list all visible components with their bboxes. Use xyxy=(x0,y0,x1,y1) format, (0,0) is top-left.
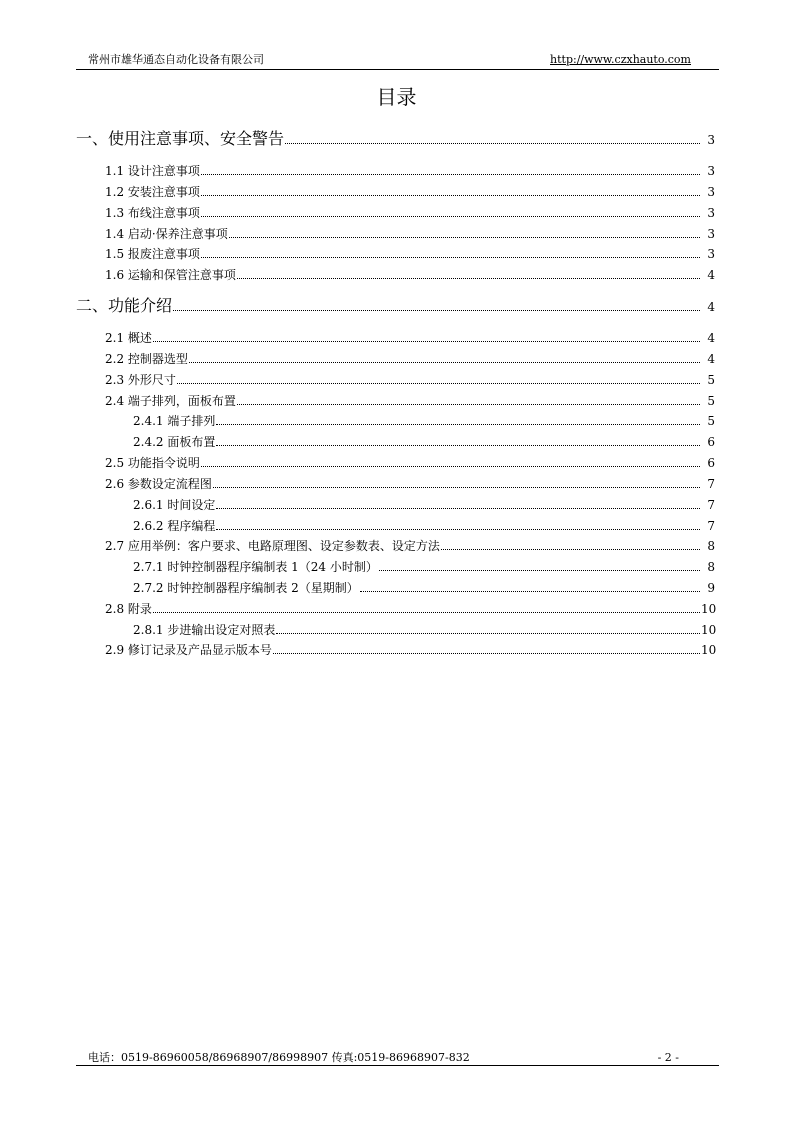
toc-entry-1-4[interactable]: 1.4 启动·保养注意事项 3 xyxy=(105,227,715,241)
leader-dots xyxy=(173,309,700,311)
toc-entry-2-8[interactable]: 2.8 附录 10 xyxy=(105,602,717,616)
leader-dots xyxy=(213,486,700,488)
toc-entry-2-4-1[interactable]: 2.4.1 端子排列 5 xyxy=(133,414,715,428)
leader-dots xyxy=(273,652,700,654)
leader-dots xyxy=(216,507,700,509)
leader-dots xyxy=(441,548,700,550)
leader-dots xyxy=(153,611,700,613)
leader-dots xyxy=(216,528,700,530)
toc-entry-1-5[interactable]: 1.5 报废注意事项 3 xyxy=(105,247,715,261)
toc-section-1[interactable]: 一、使用注意事项、安全警告 3 xyxy=(76,129,715,148)
leader-dots xyxy=(201,256,700,258)
toc-entry-2-6-2[interactable]: 2.6.2 程序编程 7 xyxy=(133,519,715,533)
toc-entry-2-4-2[interactable]: 2.4.2 面板布置 6 xyxy=(133,435,715,449)
leader-dots xyxy=(201,215,700,217)
leader-dots xyxy=(379,569,700,571)
leader-dots xyxy=(177,382,700,384)
website-link[interactable]: http://www.czxhauto.com xyxy=(550,53,691,66)
leader-dots xyxy=(216,423,700,425)
toc-entry-2-3[interactable]: 2.3 外形尺寸 5 xyxy=(105,373,715,387)
toc-entry-1-3[interactable]: 1.3 布线注意事项 3 xyxy=(105,206,715,220)
toc-entry-2-9[interactable]: 2.9 修订记录及产品显示版本号 10 xyxy=(105,643,717,657)
leader-dots xyxy=(216,444,700,446)
leader-dots xyxy=(201,194,700,196)
toc-entry-2-2[interactable]: 2.2 控制器选型 4 xyxy=(105,352,715,366)
toc-entry-2-5[interactable]: 2.5 功能指令说明 6 xyxy=(105,456,715,470)
leader-dots xyxy=(237,277,700,279)
company-name: 常州市雄华通态自动化设备有限公司 xyxy=(88,53,264,66)
leader-dots xyxy=(201,173,700,175)
toc-entry-1-6[interactable]: 1.6 运输和保管注意事项 4 xyxy=(105,268,715,282)
toc-entry-2-6[interactable]: 2.6 参数设定流程图 7 xyxy=(105,477,715,491)
page-footer xyxy=(76,1051,719,1066)
leader-dots xyxy=(237,403,700,405)
toc-entry-2-4[interactable]: 2.4 端子排列，面板布置 5 xyxy=(105,394,715,408)
leader-dots xyxy=(229,236,700,238)
leader-dots xyxy=(189,361,700,363)
leader-dots xyxy=(360,590,700,592)
toc-entry-1-1[interactable]: 1.1 设计注意事项 3 xyxy=(105,164,715,178)
contact-info: 电话：0519-86960058/86968907/86998907 传真:0519-86968907-832 xyxy=(88,1051,470,1064)
page-header xyxy=(76,52,719,70)
leader-dots xyxy=(153,340,700,342)
leader-dots xyxy=(201,465,700,467)
toc-entry-2-7-2[interactable]: 2.7.2 时钟控制器程序编制表 2（星期制） 9 xyxy=(133,581,715,595)
leader-dots xyxy=(285,142,700,144)
toc-entry-2-7-1[interactable]: 2.7.1 时钟控制器程序编制表 1（24 小时制） 8 xyxy=(133,560,715,574)
toc-section-2[interactable]: 二、功能介绍 4 xyxy=(76,296,715,315)
leader-dots xyxy=(276,632,700,634)
toc-entry-2-1[interactable]: 2.1 概述 4 xyxy=(105,331,715,345)
page-title: 目录 xyxy=(376,85,417,109)
page-number: - 2 - xyxy=(657,1051,679,1064)
toc-entry-2-7[interactable]: 2.7 应用举例：客户要求、电路原理图、设定参数表、设定方法 8 xyxy=(105,539,715,553)
toc-entry-2-8-1[interactable]: 2.8.1 步进输出设定对照表 10 xyxy=(133,623,717,637)
toc-entry-1-2[interactable]: 1.2 安装注意事项 3 xyxy=(105,185,715,199)
toc-entry-2-6-1[interactable]: 2.6.1 时间设定 7 xyxy=(133,498,715,512)
